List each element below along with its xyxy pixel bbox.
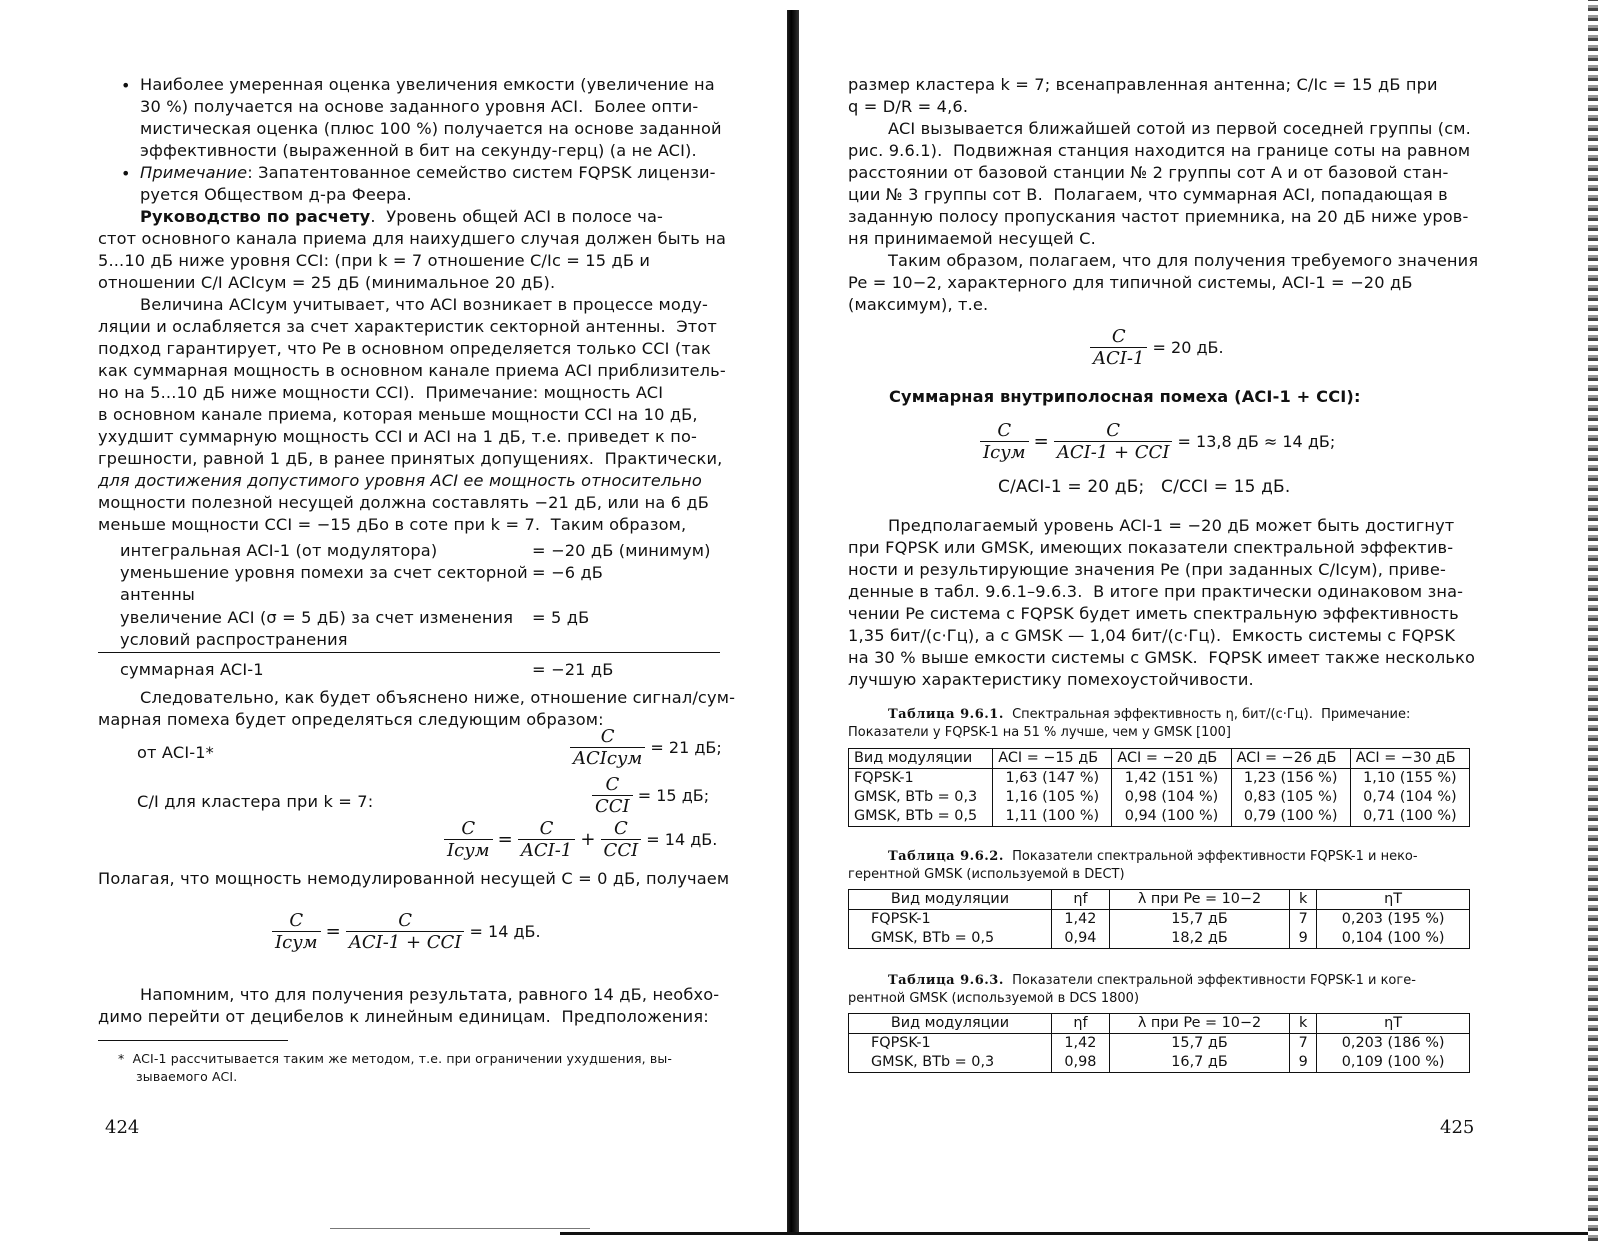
table-cell: 1,42 (151 %): [1112, 769, 1231, 789]
page-edge-line: [330, 1228, 590, 1229]
r-para4-line-4: денные в табл. 9.6.1–9.6.3. В итоге при практически одинаковом зна-: [848, 582, 1464, 601]
table-cell: 1,23 (156 %): [1231, 769, 1350, 789]
table-cell: 9: [1290, 1053, 1317, 1073]
budget-total-label: суммарная ACI-1: [120, 660, 264, 679]
book-spine: [787, 10, 799, 1235]
table3-caption-text: Показатели спектральной эффективности FQPSK-1 и коге-: [1003, 973, 1416, 988]
budget-row-2-label: уменьшение уровня помехи за счет секторной: [120, 563, 528, 582]
budget-divider: [98, 652, 720, 653]
budget-row-2-label-2: антенны: [120, 585, 195, 604]
eq-cci-num: C: [592, 774, 633, 796]
eq-final-den: ACI-1 + CCI: [348, 932, 462, 953]
r-eq1-fraction: [1090, 326, 1147, 369]
eq-cci-fraction: [592, 774, 633, 817]
table-header-cell: ηf: [1052, 1014, 1110, 1034]
table2-caption-text: Показатели спектральной эффективности FQPSK-1 и неко-: [1003, 849, 1418, 864]
r-para4-line-6: 1,35 бит/(с·Гц), а с GMSK — 1,04 бит/(с·Гц). Емкость системы с FQPSK: [848, 626, 1456, 645]
table3-caption-label: Таблица 9.6.3.: [888, 973, 1004, 988]
eq-sum-b: [601, 818, 642, 861]
table-header-row: [849, 749, 1470, 769]
eq-cci: [592, 774, 709, 817]
table-cell: 1,10 (155 %): [1350, 769, 1469, 789]
table-row: [849, 769, 1470, 789]
table-cell: 1,42: [1052, 910, 1110, 930]
equals-sign: =: [325, 921, 341, 942]
table-cell: GMSK, BTb = 0,3: [849, 788, 993, 807]
r-para3-line-2: Pe = 10−2, характерного для типичной системы, ACI-1 = −20 дБ: [848, 273, 1413, 292]
table-header-cell: ηT: [1317, 890, 1470, 910]
note-label: Примечание: [140, 163, 248, 182]
eq-aci-den: ACIсум: [573, 748, 643, 769]
eq-sum-b-den: CCI: [603, 840, 639, 861]
plus-sign: +: [580, 829, 596, 850]
para1-line-2: стот основного канала приема для наихудшего случая должен быть на: [98, 229, 727, 248]
r-eq1-den: ACI-1: [1093, 348, 1145, 369]
r-para4-line-2: при FQPSK или GMSK, имеющих показатели спектральной эффектив-: [848, 538, 1454, 557]
budget-row-3-label-2: условий распространения: [120, 630, 348, 649]
para3-line-1: Следовательно, как будет объяснено ниже, отношение сигнал/сум-: [140, 688, 736, 707]
r-eq2: [980, 420, 1335, 463]
bullet-dot: •: [121, 164, 131, 183]
table1-caption-line-2: Показатели у FQPSK-1 на 51 % лучше, чем у GMSK [100]: [848, 725, 1231, 740]
table-cell: 0,74 (104 %): [1350, 788, 1469, 807]
r-eq2-den: ACI-1 + CCI: [1056, 442, 1170, 463]
footnote-rule: [98, 1040, 288, 1041]
r-para4-line-1: Предполагаемый уровень ACI-1 = −20 дБ может быть достигнут: [888, 516, 1455, 535]
para2-line-2: ляции и ослабляется за счет характеристик секторной антенны. Этот: [98, 317, 718, 336]
r-para2-line-2: рис. 9.6.1). Подвижная станция находится на границе соты на равном: [848, 141, 1471, 160]
table-cell: 0,83 (105 %): [1231, 788, 1350, 807]
table-header-cell: k: [1290, 1014, 1317, 1034]
r-para2-line-3: расстоянии от базовой станции № 2 группы сот A и от базовой стан-: [848, 163, 1449, 182]
table-cell: 16,7 дБ: [1109, 1053, 1289, 1073]
r-para3-line-3: (максимум), т.е.: [848, 295, 989, 314]
eq-final-num: C: [346, 910, 465, 932]
table-cell: FQPSK-1: [849, 769, 993, 789]
para2-line-9: для достижения допустимого уровня ACI ее мощность относительно: [98, 471, 702, 490]
r-para1-line-2: q = D/R = 4,6.: [848, 97, 969, 116]
table-9-6-2: [848, 889, 1470, 949]
r-eq3: C/ACI-1 = 20 дБ; C/CCI = 15 дБ.: [998, 477, 1291, 497]
r-eq2-lhs: [980, 420, 1029, 463]
spine-shadow: [560, 1232, 1590, 1235]
table-cell: 1,42: [1052, 1034, 1110, 1054]
table-header-cell: ηf: [1052, 890, 1110, 910]
table-cell: 9: [1290, 929, 1317, 949]
table3-caption-line-2: рентной GMSK (используемой в DCS 1800): [848, 991, 1140, 1006]
para2-line-3: подход гарантирует, что Pe в основном определяется только CCI (так: [98, 339, 711, 358]
r-para4-line-8: лучшую характеристику помехоустойчивости.: [848, 670, 1254, 689]
table-cell: 0,98: [1052, 1053, 1110, 1073]
budget-row-3-label: увеличение ACI (σ = 5 дБ) за счет изменения: [120, 608, 514, 627]
table1-caption-line-1: [888, 706, 1410, 724]
table-cell: 18,2 дБ: [1109, 929, 1289, 949]
eq-final: [272, 910, 541, 953]
budget-row-3-value: = 5 дБ: [532, 608, 590, 627]
eq-cci-label: C/I для кластера при k = 7:: [137, 792, 374, 811]
table-cell: GMSK, BTb = 0,5: [849, 807, 993, 827]
eq-final-lhs: [272, 910, 321, 953]
bullet1-line-2: 30 %) получается на основе заданного уровня ACI. Более опти-: [140, 97, 699, 116]
page-number-left: 424: [105, 1117, 140, 1138]
para2-line-7: ухудшит суммарную мощность CCI и ACI на 1 дБ, т.е. приведет к по-: [98, 427, 698, 446]
table-cell: 1,63 (147 %): [993, 769, 1112, 789]
table-cell: GMSK, BTb = 0,5: [849, 929, 1052, 949]
eq-sum-b-num: C: [601, 818, 642, 840]
page-number-right: 425: [1440, 1117, 1475, 1138]
eq-sum-rhs: = 14 дБ.: [646, 830, 718, 849]
table-cell: 0,71 (100 %): [1350, 807, 1469, 827]
eq-final-rhs: = 14 дБ.: [469, 922, 541, 941]
budget-row-1-value: = −20 дБ (минимум): [532, 541, 711, 560]
para1-line-4: отношении C/I ACIсум = 25 дБ (минимальное 20 дБ).: [98, 273, 556, 292]
eq-final-rhs-frac: [346, 910, 465, 953]
eq-aci-num: C: [570, 726, 645, 748]
r-para4-line-3: ности и результирующие значения Pe (при заданных C/Iсум), приве-: [848, 560, 1446, 579]
table-cell: 0,94: [1052, 929, 1110, 949]
para5-line-2: димо перейти от децибелов к линейным единицам. Предположения:: [98, 1007, 709, 1026]
para2-line-10: мощности полезной несущей должна составлять −21 дБ, или на 6 дБ: [98, 493, 710, 512]
budget-row-1-label: интегральная ACI-1 (от модулятора): [120, 541, 438, 560]
table-header-row: [849, 1014, 1470, 1034]
table-cell: FQPSK-1: [849, 1034, 1052, 1054]
bullet2-line-2: руется Обществом д-ра Феера.: [140, 185, 412, 204]
budget-row-2-value: = −6 дБ: [532, 563, 604, 582]
para2-line-1: Величина ACIсум учитывает, что ACI возникает в процессе моду-: [140, 295, 709, 314]
bullet-dot: •: [121, 76, 131, 95]
bullet1-line-1: Наиболее умеренная оценка увеличения емкости (увеличение на: [140, 75, 715, 94]
r-eq2-frac: [1054, 420, 1173, 463]
table-cell: FQPSK-1: [849, 910, 1052, 930]
table-row: [849, 1034, 1470, 1054]
table-header-row: [849, 890, 1470, 910]
r-para2-line-5: заданную полосу пропускания частот приемника, на 20 дБ ниже уров-: [848, 207, 1469, 226]
table-row: [849, 807, 1470, 827]
eq-cci-den: CCI: [595, 796, 630, 817]
para2-line-6: в основном канале приема, которая меньше мощности CCI на 10 дБ,: [98, 405, 698, 424]
equals-sign: =: [497, 829, 513, 850]
table-9-6-1: [848, 748, 1470, 827]
r-para4-line-7: на 30 % выше емкости системы с GMSK. FQPSK имеет также несколько: [848, 648, 1476, 667]
table-header-cell: Вид модуляции: [849, 890, 1052, 910]
para2-line-5: но на 5...10 дБ ниже мощности CCI). Примечание: мощность ACI: [98, 383, 664, 402]
eq-aci: [570, 726, 722, 769]
guide-text: . Уровень общей ACI в полосе ча-: [370, 207, 664, 226]
section-heading: Суммарная внутриполосная помеха (ACI-1 + CCI):: [889, 387, 1361, 406]
table-header-cell: k: [1290, 890, 1317, 910]
table-cell: 1,16 (105 %): [993, 788, 1112, 807]
guide-line-1: [140, 206, 663, 228]
table-header-cell: Вид модуляции: [849, 1014, 1052, 1034]
table2-caption-line-1: [888, 848, 1418, 866]
table-row: [849, 910, 1470, 930]
table-cell: 1,11 (100 %): [993, 807, 1112, 827]
r-eq2-lhs-den: Iсум: [983, 442, 1026, 463]
r-para4-line-5: чении Pe система с FQPSK будет иметь спектральную эффективность: [848, 604, 1459, 623]
table3-caption-line-1: [888, 972, 1416, 990]
eq-final-lhs-num: C: [272, 910, 321, 932]
bullet1-line-3: мистическая оценка (плюс 100 %) получается на основе заданной: [140, 119, 722, 138]
r-para2-line-1: ACI вызывается ближайшей сотой из первой соседней группы (см.: [888, 119, 1471, 138]
table-cell: 0,109 (100 %): [1317, 1053, 1470, 1073]
table-cell: 15,7 дБ: [1109, 1034, 1289, 1054]
para2-line-11: меньше мощности CCI = −15 дБо в соте при k = 7. Таким образом,: [98, 515, 687, 534]
r-eq2-lhs-num: C: [980, 420, 1029, 442]
table-cell: 15,7 дБ: [1109, 910, 1289, 930]
table-header-cell: ηT: [1317, 1014, 1470, 1034]
r-eq2-num: C: [1054, 420, 1173, 442]
eq-aci-label: от ACI-1*: [137, 743, 214, 762]
table-header-cell: Вид модуляции: [849, 749, 993, 769]
eq-sum-lhs-den: Iсум: [447, 840, 490, 861]
table-cell: 0,104 (100 %): [1317, 929, 1470, 949]
r-para2-line-4: ции № 3 группы сот B. Полагаем, что суммарная ACI, попадающая в: [848, 185, 1448, 204]
eq-sum-a: [518, 818, 575, 861]
para4: Полагая, что мощность немодулированной несущей C = 0 дБ, получаем: [98, 869, 730, 888]
bullet2-line-1: [140, 162, 716, 184]
table-cell: GMSK, BTb = 0,3: [849, 1053, 1052, 1073]
r-eq1-num: C: [1090, 326, 1147, 348]
footnote-line-1: * ACI-1 рассчитывается таким же методом, т.е. при ограничении ухудшения, вы-: [118, 1051, 673, 1066]
table-header-cell: ACI = −15 дБ: [993, 749, 1112, 769]
bullet1-line-4: эффективности (выраженной в бит на секунду-герц) (а не ACI).: [140, 141, 697, 160]
table-row: [849, 1053, 1470, 1073]
r-para3-line-1: Таким образом, полагаем, что для получения требуемого значения: [888, 251, 1479, 270]
budget-total-value: = −21 дБ: [532, 660, 614, 679]
para5-line-1: Напомним, что для получения результата, равного 14 дБ, необхо-: [140, 985, 720, 1004]
equals-sign: =: [1033, 431, 1049, 452]
eq-sum-a-num: C: [518, 818, 575, 840]
eq-sum: [444, 818, 717, 861]
table1-caption-label: Таблица 9.6.1.: [888, 707, 1004, 722]
guide-heading: Руководство по расчету: [140, 207, 371, 226]
table2-caption-line-2: герентной GMSK (используемой в DECT): [848, 867, 1125, 882]
para2-line-4: как суммарная мощность в основном канале приема ACI приблизитель-: [98, 361, 726, 380]
para3-line-2: марная помеха будет определяться следующим образом:: [98, 710, 604, 729]
page-stack-edge: [1588, 0, 1598, 1241]
para2-line-8: грешности, равной 1 дБ, в ранее принятых допущениях. Практически,: [98, 449, 723, 468]
table2-caption-label: Таблица 9.6.2.: [888, 849, 1004, 864]
eq-cci-rhs: = 15 дБ;: [637, 786, 710, 805]
table-header-cell: ACI = −20 дБ: [1112, 749, 1231, 769]
table-cell: 7: [1290, 910, 1317, 930]
table-header-cell: ACI = −30 дБ: [1350, 749, 1469, 769]
table-row: [849, 929, 1470, 949]
table-cell: 7: [1290, 1034, 1317, 1054]
table-cell: 0,203 (186 %): [1317, 1034, 1470, 1054]
eq-sum-a-den: ACI-1: [520, 840, 573, 861]
para1-line-3: 5...10 дБ ниже уровня CCI: (при k = 7 отношение C/Iс = 15 дБ и: [98, 251, 651, 270]
eq-aci-rhs: = 21 дБ;: [650, 738, 722, 757]
table-9-6-3: [848, 1013, 1470, 1073]
table-row: [849, 788, 1470, 807]
table-cell: 0,203 (195 %): [1317, 910, 1470, 930]
r-eq1-rhs: = 20 дБ.: [1152, 338, 1224, 357]
table1-caption-text: Спектральная эффективность η, бит/(с·Гц). Примечание:: [1003, 707, 1411, 722]
footnote-line-2: зываемого ACI.: [136, 1069, 238, 1084]
table-header-cell: ACI = −26 дБ: [1231, 749, 1350, 769]
table-header-cell: λ при Pe = 10−2: [1109, 890, 1289, 910]
r-eq1: [1090, 326, 1224, 369]
bullet2-text: : Запатентованное семейство систем FQPSK лицензи-: [247, 163, 716, 182]
eq-sum-lhs-num: C: [444, 818, 493, 840]
r-para1-line-1: размер кластера k = 7; всенаправленная антенна; C/Iс = 15 дБ при: [848, 75, 1438, 94]
eq-aci-fraction: [570, 726, 645, 769]
table-header-cell: λ при Pe = 10−2: [1109, 1014, 1289, 1034]
r-eq2-rhs: = 13,8 дБ ≈ 14 дБ;: [1177, 432, 1336, 451]
eq-final-lhs-den: Iсум: [275, 932, 318, 953]
table-cell: 0,94 (100 %): [1112, 807, 1231, 827]
table-cell: 0,98 (104 %): [1112, 788, 1231, 807]
eq-sum-lhs: [444, 818, 493, 861]
table-cell: 0,79 (100 %): [1231, 807, 1350, 827]
r-para2-line-6: ня принимаемой несущей C.: [848, 229, 1096, 248]
